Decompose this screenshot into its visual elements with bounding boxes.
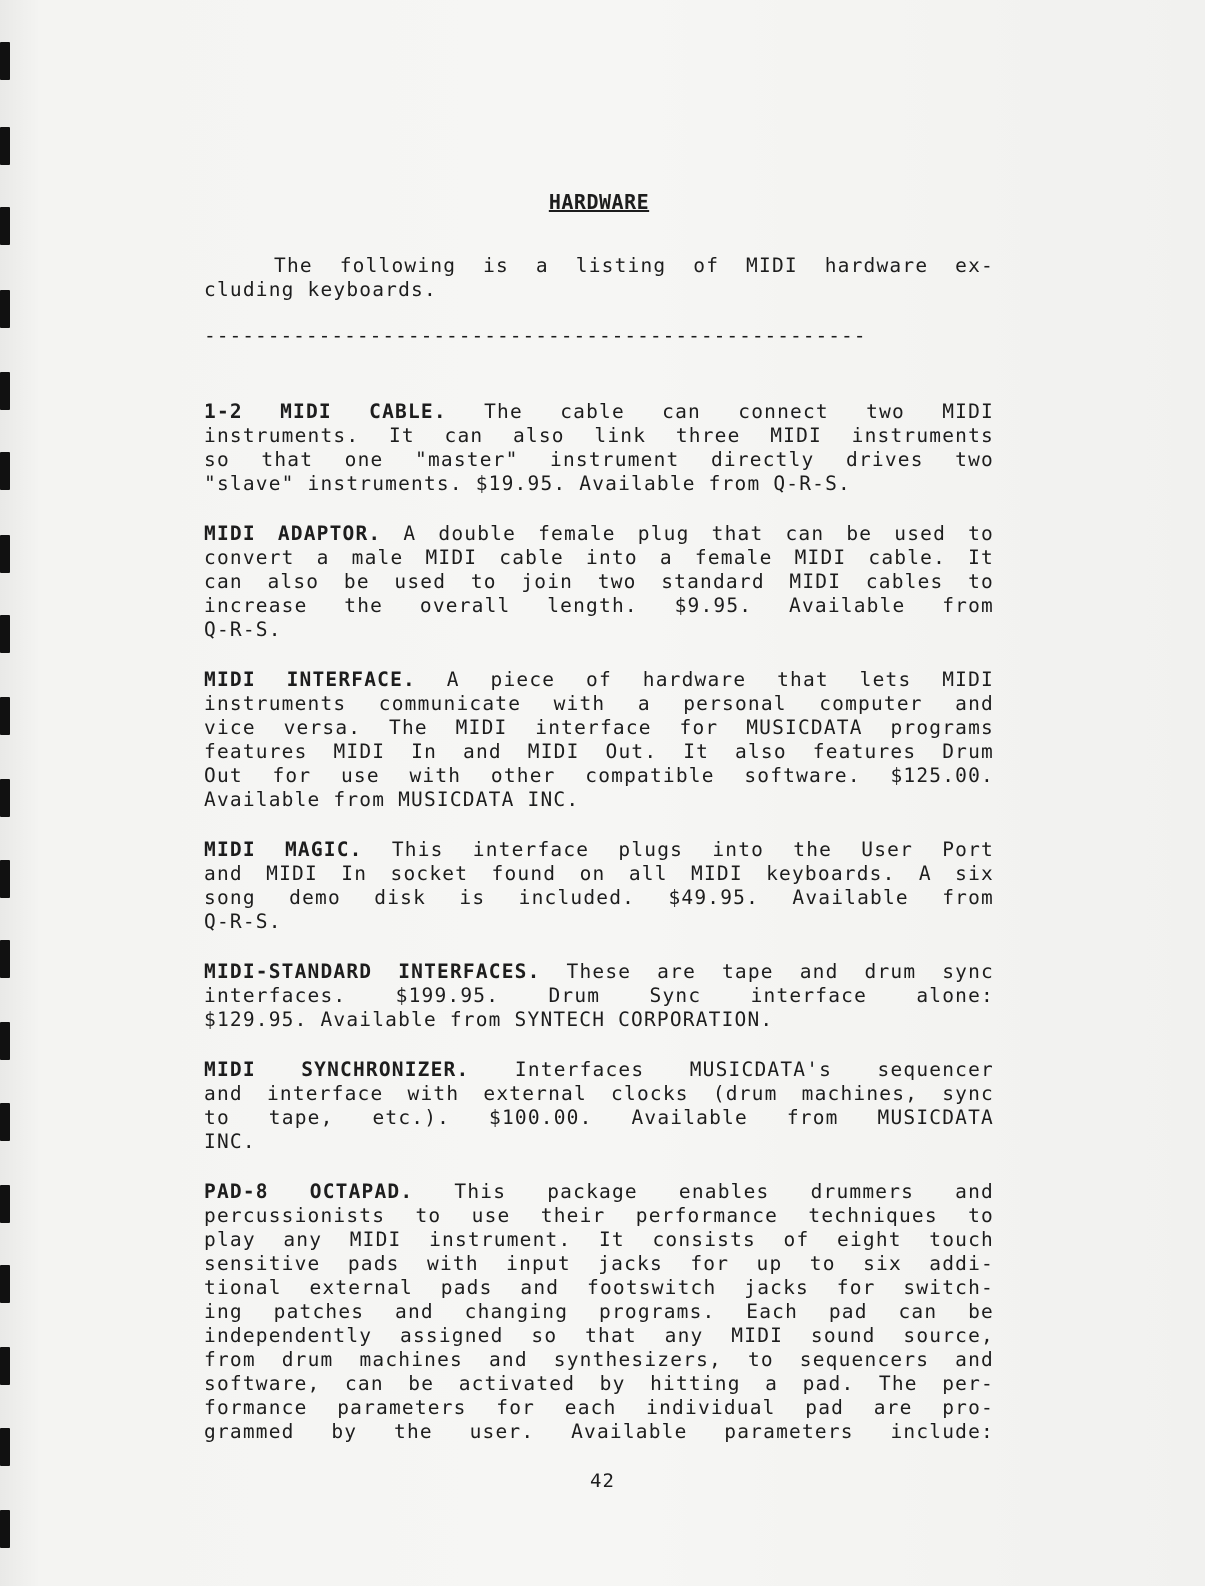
binding-hole <box>0 940 10 978</box>
text-line: software, can be activated by hitting a pad. The per- <box>204 1372 994 1395</box>
text-line: instruments. It can also link three MIDI instruments <box>204 424 994 447</box>
binding-hole <box>0 779 10 817</box>
text-line: Q-R-S. <box>204 910 282 933</box>
text-line: INC. <box>204 1130 256 1153</box>
text-line: formance parameters for each individual pad are pro- <box>204 1396 994 1419</box>
text-line: $129.95. Available from SYNTECH CORPORATION. <box>204 1008 774 1031</box>
text-line: from drum machines and synthesizers, to sequencers and <box>204 1348 994 1371</box>
entry-midi-cable <box>204 400 994 496</box>
text-line: Out for use with other compatible software. $125.00. <box>204 764 994 787</box>
binding-hole <box>0 372 10 410</box>
text-line: "slave" instruments. $19.95. Available from Q-R-S. <box>204 472 851 495</box>
binding-hole <box>0 1428 10 1466</box>
page-title: HARDWARE <box>548 190 650 214</box>
entry-term: MIDI MAGIC. <box>204 838 363 861</box>
text-line: Interfaces MUSICDATA's sequencer <box>514 1058 994 1081</box>
text-line: vice versa. The MIDI interface for MUSICDATA programs <box>204 716 994 739</box>
text-line: independently assigned so that any MIDI sound source, <box>204 1324 994 1347</box>
entry-term: MIDI SYNCHRONIZER. <box>204 1058 470 1081</box>
text-line: Available from MUSICDATA INC. <box>204 788 580 811</box>
entry-term: 1-2 MIDI CABLE. <box>204 400 447 423</box>
entry-term: MIDI ADAPTOR. <box>204 522 382 545</box>
text-line: so that one "master" instrument directly drives two <box>204 448 994 471</box>
text-line: play any MIDI instrument. It consists of eight touch <box>204 1228 994 1251</box>
text-line: sensitive pads with input jacks for up to six addi- <box>204 1252 994 1275</box>
text-line: Q-R-S. <box>204 618 282 641</box>
text-line: percussionists to use their performance techniques to <box>204 1204 994 1227</box>
entry-midi-interface <box>204 668 994 812</box>
text-line: song demo disk is included. $49.95. Available from <box>204 886 994 909</box>
binding-holes <box>0 0 16 1586</box>
text-line: ing patches and changing programs. Each pad can be <box>204 1300 994 1323</box>
text-line: This interface plugs into the User Port <box>391 838 994 861</box>
entry-midi-standard-interfaces <box>204 960 994 1032</box>
binding-hole <box>0 535 10 573</box>
text-line: features MIDI In and MIDI Out. It also features Drum <box>204 740 994 763</box>
binding-hole <box>0 1265 10 1303</box>
binding-hole <box>0 1510 10 1548</box>
entry-term: MIDI-STANDARD INTERFACES. <box>204 960 541 983</box>
binding-hole <box>0 207 10 245</box>
text-line: The following is a listing of MIDI hardware ex- <box>274 254 994 277</box>
text-line: This package enables drummers and <box>454 1180 994 1203</box>
binding-hole <box>0 127 10 165</box>
text-line: convert a male MIDI cable into a female MIDI cable. It <box>204 546 994 569</box>
binding-hole <box>0 290 10 328</box>
text-line: grammed by the user. Available parameters include: <box>204 1420 994 1443</box>
binding-hole <box>0 615 10 653</box>
entry-term: MIDI INTERFACE. <box>204 668 416 691</box>
binding-hole <box>0 860 10 898</box>
text-line: increase the overall length. $9.95. Available from <box>204 594 994 617</box>
text-line: can also be used to join two standard MIDI cables to <box>204 570 994 593</box>
text-line: These are tape and drum sync <box>566 960 994 983</box>
text-line: A double female plug that can be used to <box>403 522 994 545</box>
text-line: The cable can connect two MIDI <box>484 400 995 423</box>
binding-hole <box>0 697 10 735</box>
binding-hole <box>0 1022 10 1060</box>
entry-midi-magic <box>204 838 994 934</box>
text-line: to tape, etc.). $100.00. Available from MUSICDATA <box>204 1106 994 1129</box>
intro-paragraph <box>204 254 994 302</box>
binding-hole <box>0 42 10 80</box>
entry-midi-adaptor <box>204 522 994 642</box>
binding-hole <box>0 452 10 490</box>
binding-hole <box>0 1185 10 1223</box>
text-line: instruments communicate with a personal computer and <box>204 692 994 715</box>
text-line: tional external pads and footswitch jacks for switch- <box>204 1276 994 1299</box>
text-line: A piece of hardware that lets MIDI <box>446 668 994 691</box>
binding-hole <box>0 1347 10 1385</box>
dashed-divider: ---------------------------------------------------- <box>204 324 867 347</box>
entry-term: PAD-8 OCTAPAD. <box>204 1180 414 1203</box>
page-number: 42 <box>590 1470 615 1492</box>
entry-midi-synchronizer <box>204 1058 994 1154</box>
text-line: and interface with external clocks (drum machines, sync <box>204 1082 994 1105</box>
document-body <box>204 190 994 1470</box>
binding-hole <box>0 1103 10 1141</box>
text-line: cluding keyboards. <box>204 278 437 301</box>
entry-pad-8-octapad <box>204 1180 994 1444</box>
text-line: interfaces. $199.95. Drum Sync interface alone: <box>204 984 994 1007</box>
text-line: and MIDI In socket found on all MIDI keyboards. A six <box>204 862 994 885</box>
